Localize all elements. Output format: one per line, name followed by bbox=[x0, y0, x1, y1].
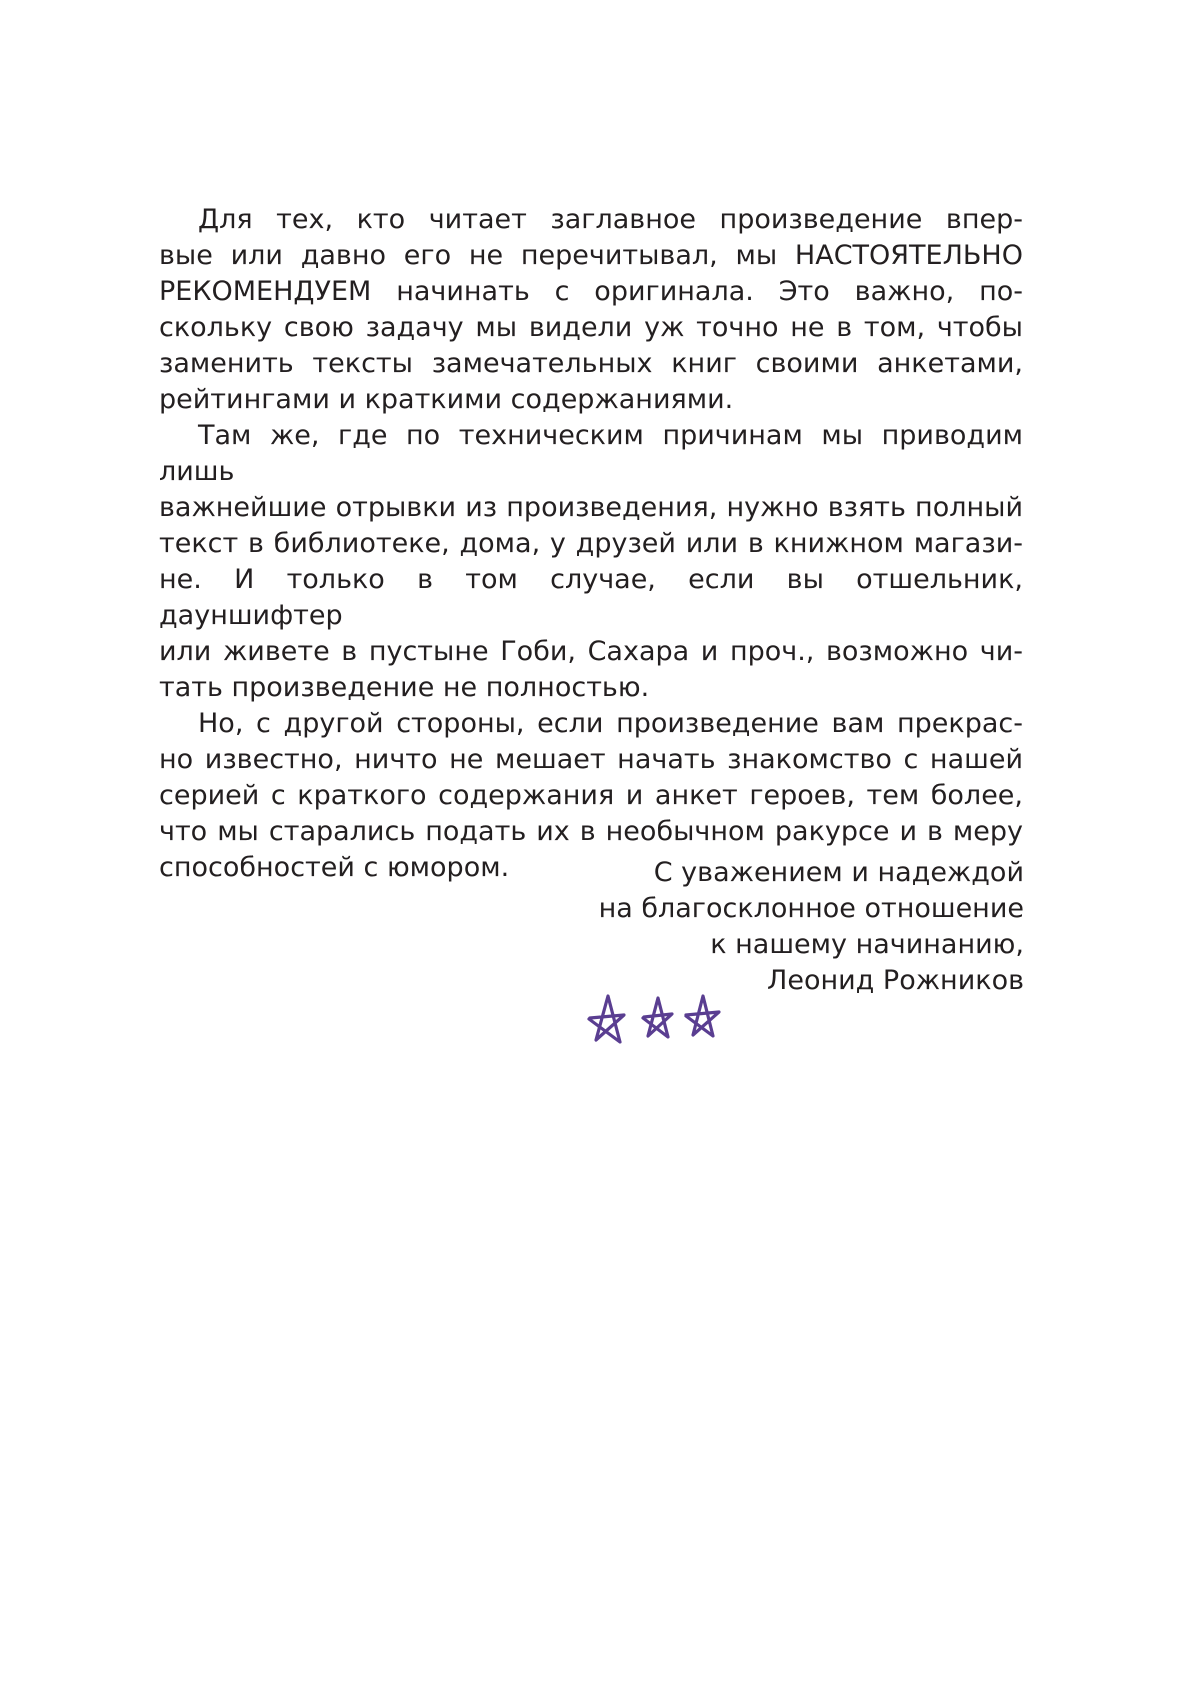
author-name: Леонид Рожников bbox=[767, 965, 1024, 996]
text-line: или живете в пустыне Гоби, Сахара и проч., возможно чи- bbox=[159, 636, 1023, 667]
paragraph-1 bbox=[159, 202, 1023, 418]
text-line: заменить тексты замечательных книг своими анкетами, bbox=[159, 348, 1023, 379]
star-icon bbox=[643, 998, 672, 1037]
text-line: Там же, где по техническим причинам мы приводим лишь bbox=[159, 420, 1023, 487]
text-line: РЕКОМЕНДУЕМ начинать с оригинала. Это важно, по- bbox=[159, 276, 1023, 307]
star-icon bbox=[686, 996, 719, 1036]
text-line: Но, с другой стороны, если произведение вам прекрас- bbox=[198, 708, 1023, 739]
text-line: важнейшие отрывки из произведения, нужно взять полный bbox=[159, 492, 1023, 523]
text-line: вые или давно его не перечитывал, мы НАСТОЯТЕЛЬНО bbox=[159, 240, 1023, 271]
text-line: способностей с юмором. bbox=[159, 852, 510, 883]
signature-block bbox=[599, 855, 1024, 999]
text-line: текст в библиотеке, дома, у друзей или в книжном магази- bbox=[159, 528, 1023, 559]
signature-line: к нашему начинанию, bbox=[710, 929, 1024, 960]
text-line: рейтингами и краткими содержаниями. bbox=[159, 384, 734, 415]
body-text bbox=[159, 202, 1023, 886]
star-icon bbox=[589, 996, 624, 1042]
hand-drawn-stars-icon bbox=[582, 990, 732, 1050]
paragraph-2 bbox=[159, 418, 1023, 706]
signature-line: на благосклонное отношение bbox=[598, 893, 1024, 924]
text-line: не. И только в том случае, если вы отшельник, дауншифтер bbox=[159, 564, 1023, 631]
text-line: тать произведение не полностью. bbox=[159, 672, 650, 703]
text-line: но известно, ничто не мешает начать знакомство с нашей bbox=[159, 744, 1023, 775]
signature-line: С уважением и надеждой bbox=[653, 857, 1024, 888]
text-line: скольку свою задачу мы видели уж точно не в том, чтобы bbox=[159, 312, 1023, 343]
text-line: что мы старались подать их в необычном ракурсе и в меру bbox=[159, 816, 1023, 847]
text-line: серией с краткого содержания и анкет героев, тем более, bbox=[159, 780, 1023, 811]
text-line: Для тех, кто читает заглавное произведение впер- bbox=[198, 204, 1023, 235]
